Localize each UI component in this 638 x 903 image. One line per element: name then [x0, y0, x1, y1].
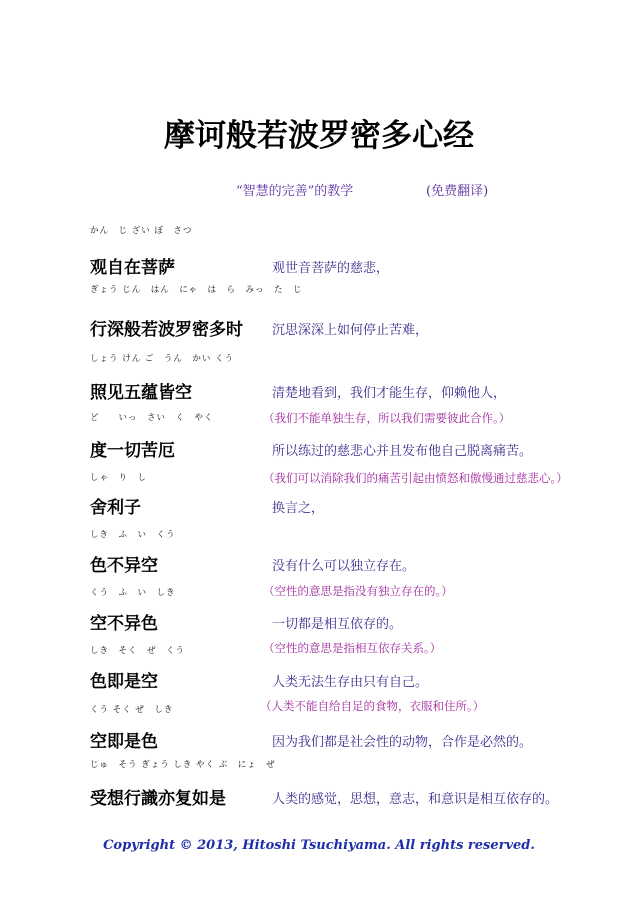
translation-line-7: 一切都是相互依存的。 [272, 617, 403, 632]
sutra-line-4: 度一切苦厄 [90, 441, 175, 461]
copyright-notice: Copyright © 2013, Hitoshi Tsuchiyama. All rights reserved. [103, 838, 535, 853]
furigana-line-3: しょう けん ご うん かい くう [90, 354, 235, 364]
sutra-line-10: 受想行識亦复如是 [90, 789, 226, 809]
note-line-3: （我们不能单独生存，所以我们需要彼此合作。） [263, 411, 511, 425]
translation-line-2: 沉思深深上如何停止苦难， [272, 323, 429, 338]
sutra-line-2: 行深般若波罗密多时 [90, 320, 243, 340]
translation-line-3: 清楚地看到，我们才能生存，仰赖他人， [272, 386, 507, 401]
furigana-line-1: かん じ ざい ぼ さつ [90, 226, 193, 236]
furigana-line-6: しき ふ い くう [90, 530, 176, 540]
translation-line-4: 所以练过的慈悲心并且发布他自己脱离痛苦。 [272, 444, 533, 459]
translation-line-5: 换言之， [272, 501, 325, 516]
sutra-line-7: 空不异色 [90, 614, 158, 634]
furigana-line-8: しき そく ぜ くう [90, 646, 186, 656]
sutra-line-3: 照见五蕴皆空 [90, 383, 192, 403]
furigana-line-2: ぎょう じん はん にゃ は ら みっ た じ [90, 285, 303, 295]
translation-line-6: 没有什么可以独立存在。 [272, 559, 416, 574]
subtitle-teaching: “智慧的完善”的教学 [236, 184, 354, 199]
furigana-line-5: しゃ り し [90, 473, 148, 483]
furigana-line-7: くう ふ い しき [90, 588, 176, 598]
translation-line-1: 观世音菩萨的慈悲， [272, 261, 390, 276]
furigana-line-9: くう そく ぜ しき [90, 705, 174, 715]
sutra-line-1: 观自在菩萨 [90, 258, 175, 278]
sutra-line-5: 舍利子 [90, 498, 141, 518]
note-line-7: （空性的意思是指相互依存关系。） [263, 641, 442, 655]
furigana-line-4: ど いっ さい く やく [90, 413, 214, 423]
sutra-line-6: 色不异空 [90, 556, 158, 576]
sutra-line-9: 空即是色 [90, 732, 158, 752]
note-line-6: （空性的意思是指没有独立存在的。） [263, 584, 453, 598]
note-line-4: （我们可以消除我们的痛苦引起由愤怒和傲慢通过慈悲心。） [263, 471, 568, 485]
subtitle-free-translation: (免费翻译) [426, 184, 489, 199]
furigana-line-10: じゅ そう ぎょう しき やく ぶ にょ ぜ [90, 760, 276, 770]
translation-line-9: 因为我们都是社会性的动物，合作是必然的。 [272, 735, 533, 750]
translation-line-8: 人类无法生存由只有自己。 [272, 675, 429, 690]
note-line-8: （人类不能自给自足的食物，衣服和住所。） [260, 699, 485, 713]
page-title: 摩诃般若波罗密多心经 [164, 118, 474, 154]
sutra-line-8: 色即是空 [90, 672, 158, 692]
translation-line-10: 人类的感觉，思想，意志，和意识是相互依存的。 [272, 792, 559, 807]
